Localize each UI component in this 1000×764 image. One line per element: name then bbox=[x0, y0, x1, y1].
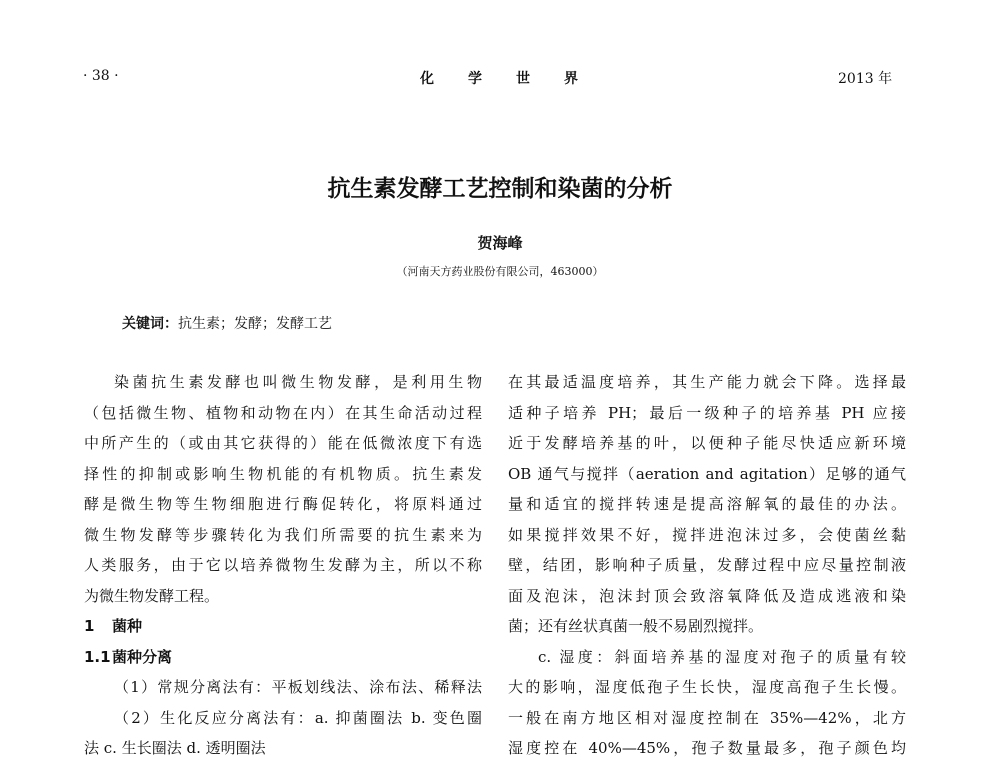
body-line: 大的影响，湿度低孢子生长快，湿度高孢子生长慢。 bbox=[508, 678, 906, 696]
body-line: 酵是微生物等生物细胞进行酶促转化，将原料通过 bbox=[84, 495, 482, 513]
body-line: 菌；还有丝状真菌一般不易剧烈搅拌。 bbox=[508, 617, 764, 635]
body-line: c. 湿度：斜面培养基的湿度对孢子的质量有较 bbox=[538, 647, 906, 666]
body-line: 择性的抑制或影响生物机能的有机物质。抗生素发 bbox=[84, 464, 482, 483]
body-line: 法 c. 生长圈法 d. 透明圈法 bbox=[84, 739, 266, 757]
section-heading-1 bbox=[84, 611, 482, 642]
body-line: （包括微生物、植物和动物在内）在其生命活动过程 bbox=[84, 403, 482, 422]
left-column bbox=[84, 367, 482, 764]
body-line: 如果搅拌效果不好，搅拌进泡沫过多，会使菌丝黏 bbox=[508, 525, 906, 544]
body-line: 适种子培养 PH；最后一级种子的培养基 PH 应接 bbox=[508, 403, 906, 422]
right-column bbox=[508, 367, 906, 764]
author-affiliation: （河南天方药业股份有限公司，463000） bbox=[396, 265, 604, 278]
body-line: 面及泡沫，泡沫封顶会致溶氧降低及造成逃液和染 bbox=[508, 586, 906, 605]
article-title: 抗生素发酵工艺控制和染菌的分析 bbox=[327, 176, 673, 202]
section-number: 1.1 bbox=[84, 647, 111, 666]
body-line: （1）常规分离法有：平板划线法、涂布法、稀释法 bbox=[114, 678, 482, 696]
body-line: 湿度控在 40%—45%，孢子数量最多，孢子颜色均 bbox=[508, 739, 906, 757]
page-number: · 38 · bbox=[83, 68, 119, 84]
journal-year: 2013 年 bbox=[838, 71, 893, 87]
section-title: 菌种 bbox=[112, 617, 143, 635]
body-line: 量和适宜的搅拌转速是提高溶解氧的最佳的办法。 bbox=[508, 495, 906, 513]
keywords-text: 抗生素；发酵；发酵工艺 bbox=[178, 316, 332, 332]
keywords-label: 关键词： bbox=[122, 316, 178, 332]
body-line: 中所产生的（或由其它获得的）能在低微浓度下有选 bbox=[84, 434, 482, 452]
keywords bbox=[122, 313, 332, 333]
body-line: 近于发酵培养基的叶，以便种子能尽快适应新环境 bbox=[508, 434, 906, 452]
body-line: （2）生化反应分离法有：a. 抑菌圈法 b. 变色圈 bbox=[114, 708, 482, 727]
body-line: 在其最适温度培养，其生产能力就会下降。选择最 bbox=[508, 373, 906, 391]
section-title: 菌种分离 bbox=[112, 647, 173, 666]
journal-name: 化学世界 bbox=[420, 71, 612, 87]
section-number: 1 bbox=[84, 617, 95, 635]
body-line: 染菌抗生素发酵也叫微生物发酵，是利用生物 bbox=[114, 373, 482, 391]
article-author: 贺海峰 bbox=[477, 234, 523, 252]
body-line: 人类服务，由于它以培养微物生发酵为主，所以不称 bbox=[84, 556, 482, 574]
section-heading-1-1 bbox=[84, 642, 482, 673]
body-line: 为微生物发酵工程。 bbox=[84, 586, 220, 605]
body-line: 壁，结团，影响种子质量，发酵过程中应尽量控制液 bbox=[508, 556, 906, 574]
body-line: OB 通气与搅拌（aeration and agitation）足够的通气 bbox=[508, 464, 906, 483]
body-line: 一般在南方地区相对湿度控制在 35%—42%，北方 bbox=[508, 708, 906, 727]
body-line: 微生物发酵等步骤转化为我们所需要的抗生素来为 bbox=[84, 525, 482, 544]
